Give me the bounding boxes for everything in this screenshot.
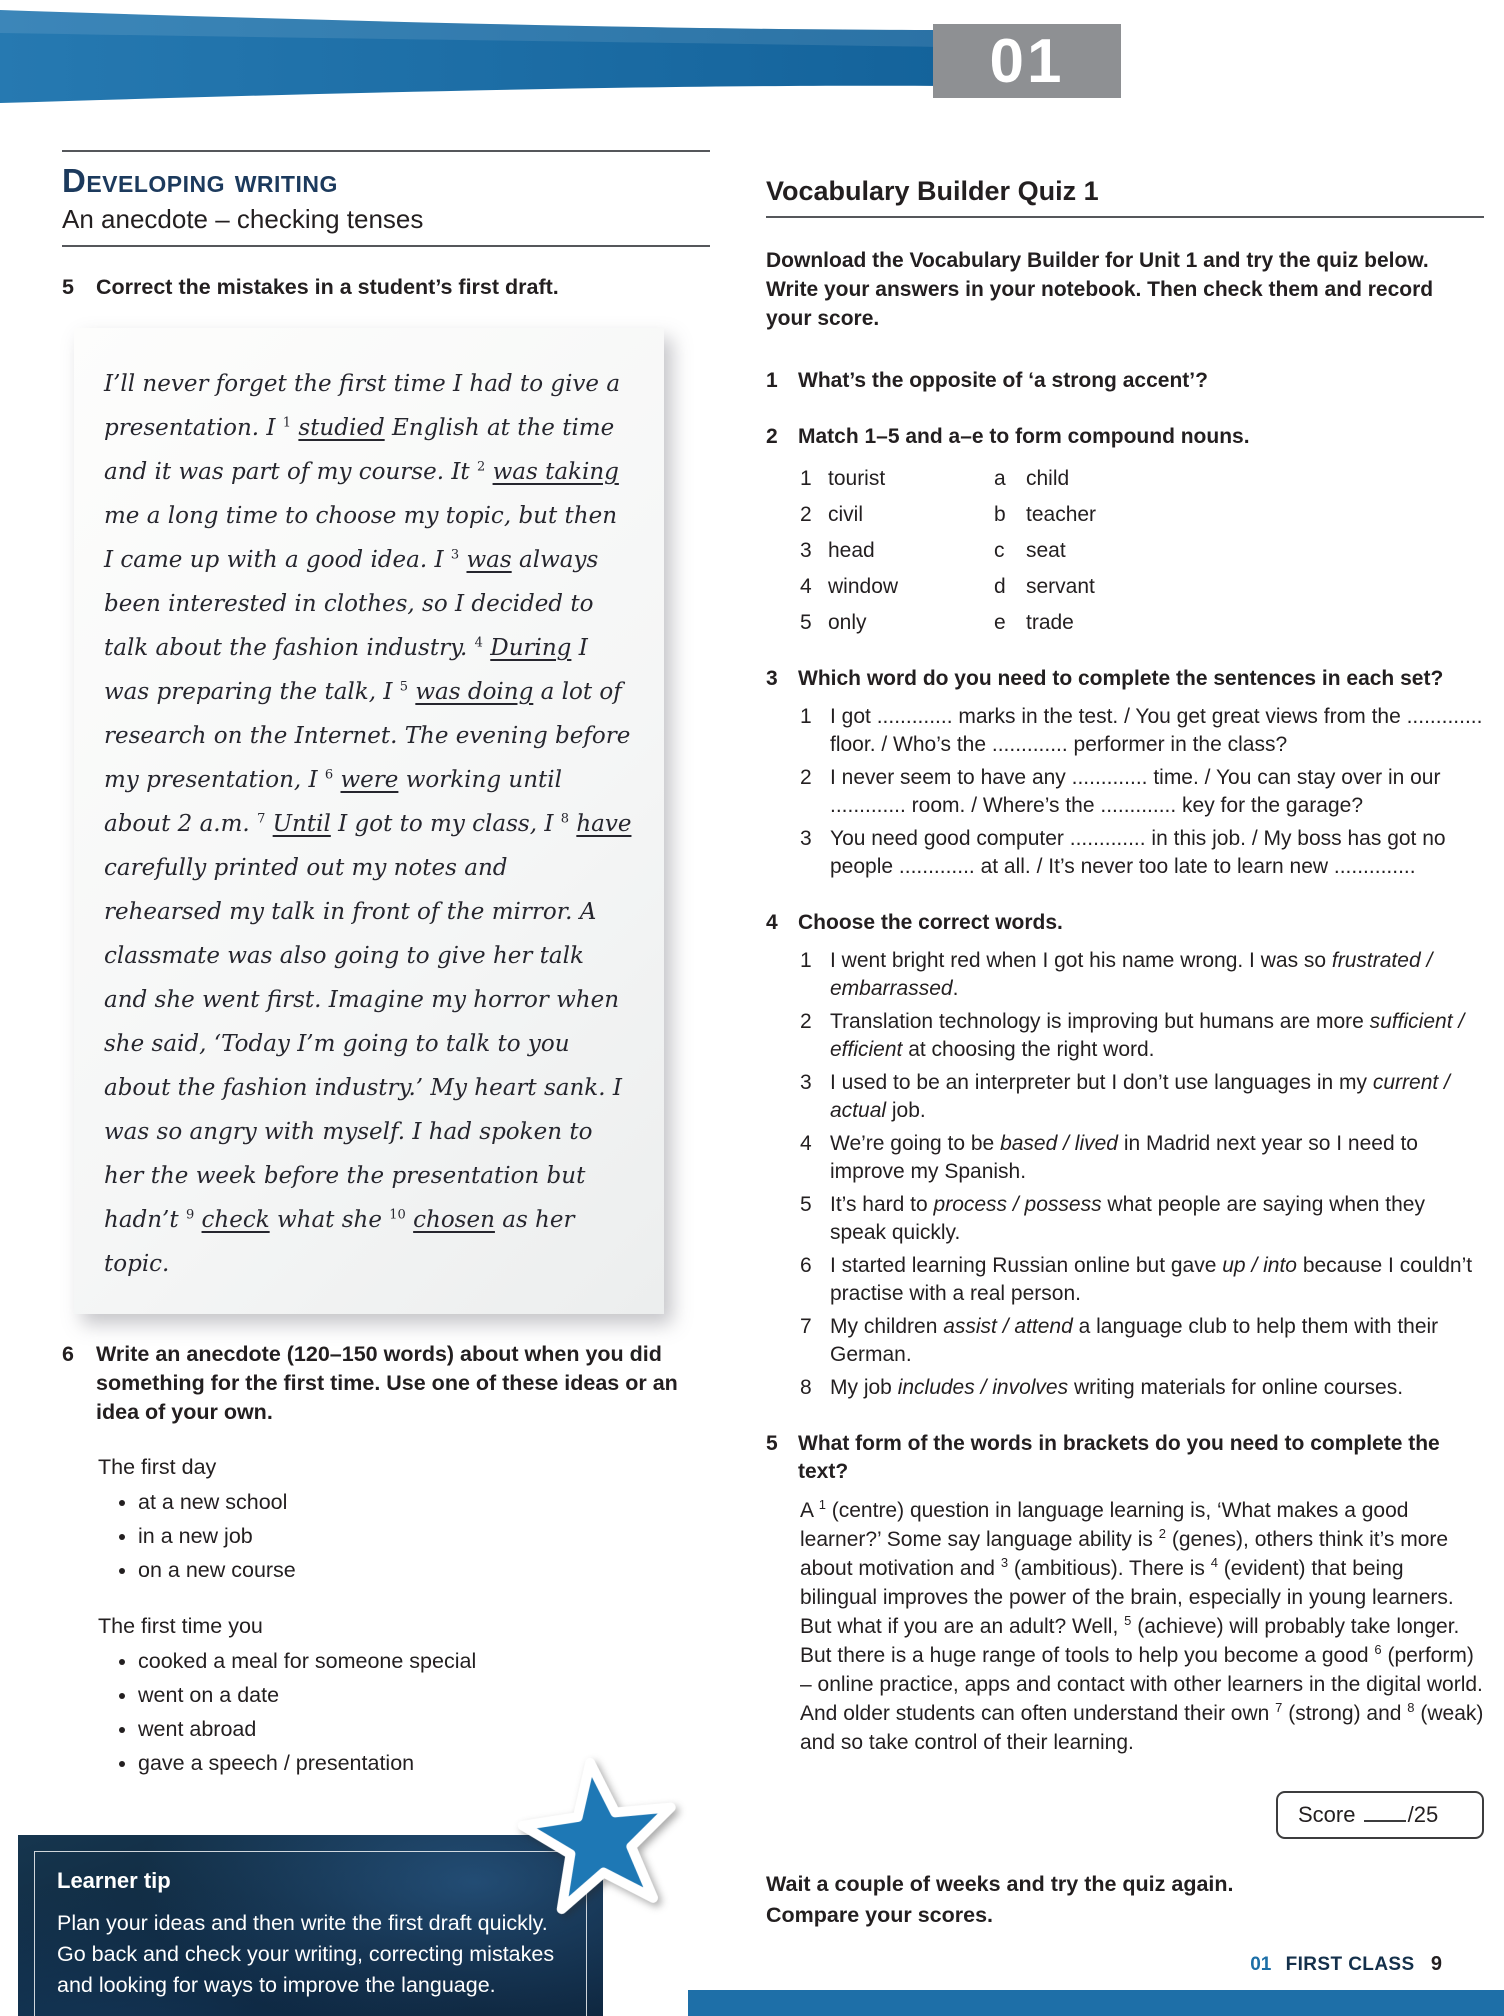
superscript-number: 5 bbox=[1124, 1613, 1132, 1628]
match-letter: e bbox=[994, 611, 1006, 634]
question-text: Which word do you need to complete the sentences in each set? bbox=[798, 667, 1444, 690]
question-text: What’s the opposite of ‘a strong accent’? bbox=[798, 369, 1208, 392]
question-3 bbox=[766, 665, 1484, 881]
underlined-word: During bbox=[490, 635, 572, 661]
text-run bbox=[265, 811, 272, 837]
item-text bbox=[830, 947, 1484, 1003]
idea-list-title-first-day: The first day bbox=[98, 1455, 217, 1479]
underlined-word: studied bbox=[298, 415, 385, 441]
text-run: a lot of research on the Internet. The evening before my presentation, I bbox=[104, 679, 631, 793]
word-choice-pair: process / possess bbox=[933, 1193, 1102, 1216]
underlined-word: was bbox=[466, 547, 512, 573]
bullet-item: • cooked a meal for someone special bbox=[138, 1645, 710, 1677]
question-text: Match 1–5 and a–e to form compound nouns. bbox=[798, 425, 1250, 448]
student-draft-text bbox=[74, 328, 664, 1314]
bullet-item: • went abroad bbox=[138, 1713, 710, 1745]
item-number: 6 bbox=[800, 1254, 812, 1277]
text-run: what people are saying when they speak quickly. bbox=[830, 1193, 1425, 1244]
word-choice-pair: assist / attend bbox=[943, 1315, 1073, 1338]
word-choice-list bbox=[800, 947, 1484, 1402]
underlined-word: check bbox=[201, 1207, 270, 1233]
text-run: (achieve) will probably take longer. But there is a huge range of tools to help you become a good bbox=[800, 1615, 1460, 1667]
match-number: 3 bbox=[800, 539, 812, 562]
exercise-instruction: Correct the mistakes in a student’s first draft. bbox=[96, 275, 559, 299]
section-top-rule bbox=[62, 150, 710, 152]
text-run: writing materials for online courses. bbox=[1068, 1376, 1404, 1399]
section-bottom-rule bbox=[62, 245, 710, 247]
match-word-left: window bbox=[828, 575, 899, 598]
word-choice-pair: sufficient / efficient bbox=[830, 1010, 1465, 1061]
text-run: A bbox=[800, 1499, 819, 1522]
superscript-number: 2 bbox=[476, 459, 486, 475]
superscript-number: 1 bbox=[282, 415, 292, 431]
match-word-left: tourist bbox=[828, 467, 886, 490]
match-word-right: servant bbox=[1026, 575, 1095, 598]
match-word-right: teacher bbox=[1026, 503, 1097, 526]
match-word-right: seat bbox=[1026, 539, 1066, 562]
bottom-blue-bar bbox=[688, 1990, 1504, 2016]
question-number: 2 bbox=[766, 425, 778, 448]
superscript-number: 1 bbox=[818, 1497, 826, 1512]
footer-unit-number: 01 bbox=[1250, 1954, 1272, 1975]
word-choice-item bbox=[800, 1252, 1484, 1308]
question-1-heading bbox=[766, 367, 1484, 395]
question-1 bbox=[766, 367, 1484, 395]
learner-tip-box bbox=[18, 1835, 603, 2016]
match-word-left: only bbox=[828, 611, 867, 634]
section-subtitle: An anecdote – checking tenses bbox=[62, 204, 424, 234]
sentence-set-item bbox=[800, 703, 1484, 759]
text-run: Translation technology is improving but humans are more bbox=[830, 1010, 1370, 1033]
question-text: Choose the correct words. bbox=[798, 911, 1063, 934]
match-letter: a bbox=[994, 467, 1006, 490]
text-run: My children bbox=[830, 1315, 944, 1338]
text-run bbox=[485, 459, 492, 485]
score-blank-line bbox=[1364, 1820, 1406, 1822]
text-run: . bbox=[952, 977, 959, 1000]
superscript-number: 7 bbox=[1275, 1700, 1283, 1715]
text-run bbox=[333, 767, 340, 793]
superscript-number: 4 bbox=[474, 635, 483, 651]
word-choice-item bbox=[800, 947, 1484, 1003]
text-run: (genes), others think it’s more about motivation and bbox=[800, 1528, 1449, 1580]
word-choice-pair: includes / involves bbox=[897, 1376, 1069, 1399]
exercise-number: 5 bbox=[62, 275, 74, 299]
sentence-set-item bbox=[800, 764, 1484, 820]
match-word-right: child bbox=[1026, 467, 1070, 490]
outro-line-2: Compare your scores. bbox=[766, 1903, 994, 1927]
question-text: What form of the words in brackets do you need to complete the text? bbox=[798, 1432, 1440, 1483]
superscript-number: 7 bbox=[257, 811, 266, 827]
idea-list-title-first-time: The first time you bbox=[98, 1614, 263, 1638]
question-5-heading bbox=[766, 1430, 1484, 1486]
idea-list-first-day bbox=[110, 1486, 710, 1586]
text-run bbox=[194, 1207, 201, 1233]
right-column bbox=[766, 176, 1484, 1953]
text-run: what she bbox=[269, 1207, 390, 1233]
match-word-right: trade bbox=[1026, 611, 1074, 634]
item-number: 1 bbox=[800, 705, 812, 728]
text-run: because I couldn’t practise with a real person. bbox=[830, 1254, 1473, 1305]
question-3-heading bbox=[766, 665, 1484, 693]
score-row bbox=[766, 1791, 1484, 1839]
match-word-left: civil bbox=[828, 503, 863, 526]
word-choice-pair: based / lived bbox=[1000, 1132, 1118, 1155]
underlined-word: chosen bbox=[413, 1207, 495, 1233]
match-number: 1 bbox=[800, 467, 812, 490]
superscript-number: 3 bbox=[1000, 1555, 1009, 1570]
word-choice-item bbox=[800, 1069, 1484, 1125]
superscript-number: 6 bbox=[1374, 1642, 1382, 1657]
item-text bbox=[830, 1374, 1484, 1402]
bullet-item: • gave a speech / presentation bbox=[138, 1747, 710, 1779]
question-number: 5 bbox=[766, 1432, 778, 1455]
unit-number-badge bbox=[933, 24, 1121, 98]
learner-tip-title: Learner tip bbox=[57, 1868, 171, 1893]
text-run: (strong) and bbox=[1282, 1702, 1408, 1725]
text-run: I was preparing the talk, I bbox=[104, 635, 588, 705]
text-run: at choosing the right word. bbox=[902, 1038, 1155, 1061]
text-run: in Madrid next year so I need to improve my Spanish. bbox=[830, 1132, 1418, 1183]
quiz-intro: Download the Vocabulary Builder for Unit 1 and try the quiz below. Write your answers in your notebook. Then check them and record your score. bbox=[766, 249, 1434, 330]
match-number: 5 bbox=[800, 611, 812, 634]
item-text bbox=[830, 1069, 1484, 1125]
text-run: I got to my class, I bbox=[330, 811, 561, 837]
bullet-item: • went on a date bbox=[138, 1679, 710, 1711]
outro-line-1: Wait a couple of weeks and try the quiz again. bbox=[766, 1872, 1234, 1896]
sentence-set-item bbox=[800, 825, 1484, 881]
gap-fill-text bbox=[800, 1496, 1484, 1757]
superscript-number: 10 bbox=[389, 1207, 406, 1223]
word-choice-pair: frustrated / embarrassed bbox=[830, 949, 1433, 1000]
question-5 bbox=[766, 1430, 1484, 1757]
word-choice-pair: current / actual bbox=[830, 1071, 1450, 1122]
item-text: I never seem to have any ............. time. / You can stay over in our ............. room. / Where’s the ............. key for the garage? bbox=[830, 766, 1441, 817]
item-number: 5 bbox=[800, 1193, 812, 1216]
match-word-left: head bbox=[828, 539, 875, 562]
score-box bbox=[1276, 1791, 1484, 1839]
footer-brand: FIRST CLASS bbox=[1285, 1954, 1415, 1975]
item-number: 2 bbox=[800, 766, 812, 789]
exercise-instruction: Write an anecdote (120–150 words) about when you did something for the first time. Use one of these ideas or an idea of your own. bbox=[96, 1342, 678, 1424]
item-number: 7 bbox=[800, 1315, 812, 1338]
bullet-item: • at a new school bbox=[138, 1486, 710, 1518]
exercise-6-heading bbox=[62, 1340, 710, 1427]
unit-number: 01 bbox=[989, 26, 1065, 96]
question-2 bbox=[766, 423, 1484, 637]
item-number: 2 bbox=[800, 1010, 812, 1033]
text-run: me a long time to choose my topic, but then I came up with a good idea. I bbox=[104, 503, 618, 573]
bullet-item: • on a new course bbox=[138, 1554, 710, 1586]
score-total: /25 bbox=[1407, 1802, 1439, 1827]
superscript-number: 6 bbox=[324, 767, 334, 783]
word-choice-item bbox=[800, 1191, 1484, 1247]
text-run: a language club to help them with their German. bbox=[830, 1315, 1439, 1366]
text-run: (weak) and so take control of their learning. bbox=[800, 1702, 1484, 1754]
footer-page-number: 9 bbox=[1430, 1953, 1442, 1975]
superscript-number: 8 bbox=[560, 811, 570, 827]
item-text: You need good computer ............. in this job. / My boss has got no people ............. at all. / It’s never too late to learn new .............. bbox=[830, 827, 1446, 878]
match-number: 4 bbox=[800, 575, 812, 598]
learner-tip-inner-frame bbox=[34, 1851, 587, 2016]
star-icon bbox=[505, 1741, 692, 1928]
text-run: It’s hard to bbox=[830, 1193, 934, 1216]
item-number: 8 bbox=[800, 1376, 812, 1399]
text-run: carefully printed out my notes and rehearsed my talk in front of the mirror. A classmate was also going to give her talk and she went first. Imagine my horror when she said, ‘Today I’m going to talk to you about the fashion industry.’ My heart sank. I was so angry with myself. I had spoken to her the week before the presentation but hadn’t bbox=[104, 855, 622, 1233]
superscript-number: 9 bbox=[185, 1207, 195, 1223]
word-choice-item bbox=[800, 1313, 1484, 1369]
score-label: Score bbox=[1298, 1802, 1356, 1827]
superscript-number: 2 bbox=[1158, 1526, 1166, 1541]
bullet-item: • in a new job bbox=[138, 1520, 710, 1552]
item-number: 4 bbox=[800, 1132, 812, 1155]
text-run: (evident) that being bilingual improves the power of the brain, especially in young learners. But what if you are an adult? Well, bbox=[800, 1557, 1454, 1638]
text-run: as her topic. bbox=[104, 1207, 575, 1277]
word-choice-pair: up / into bbox=[1222, 1254, 1297, 1277]
underlined-word: have bbox=[576, 811, 632, 837]
question-4 bbox=[766, 909, 1484, 1402]
text-run: always been interested in clothes, so I decided to talk about the fashion industry. bbox=[104, 547, 599, 661]
match-letter: d bbox=[994, 575, 1006, 598]
item-number: 3 bbox=[800, 1071, 812, 1094]
superscript-number: 4 bbox=[1210, 1555, 1218, 1570]
header-swoosh-graphic bbox=[0, 0, 1504, 130]
underlined-word: Until bbox=[272, 811, 331, 837]
item-number: 1 bbox=[800, 949, 812, 972]
word-choice-item bbox=[800, 1374, 1484, 1402]
item-text bbox=[830, 1008, 1484, 1064]
text-run: (perform) – online practice, apps and contact with other learners in the digital world. And older students can often understand their own bbox=[800, 1644, 1483, 1725]
item-text bbox=[830, 1130, 1484, 1186]
text-run: I went bright red when I got his name wrong. I was so bbox=[830, 949, 1332, 972]
item-text bbox=[830, 1252, 1484, 1308]
text-run: job. bbox=[886, 1099, 926, 1122]
superscript-number: 5 bbox=[399, 679, 409, 695]
underlined-word: was doing bbox=[415, 679, 534, 705]
exercise-number: 6 bbox=[62, 1342, 74, 1366]
superscript-number: 8 bbox=[1407, 1700, 1415, 1715]
item-number: 3 bbox=[800, 827, 812, 850]
match-number: 2 bbox=[800, 503, 812, 526]
sentence-sets-list bbox=[800, 703, 1484, 881]
quiz-outro bbox=[766, 1869, 1484, 1931]
text-run: working until about 2 a.m. bbox=[104, 767, 562, 837]
section-title: Developing writing bbox=[62, 162, 338, 199]
question-4-heading bbox=[766, 909, 1484, 937]
match-letter: c bbox=[994, 539, 1005, 562]
text-run: (centre) question in language learning is, ‘What makes a good learner?’ Some say language ability is bbox=[800, 1499, 1409, 1551]
item-text bbox=[830, 1191, 1484, 1247]
underlined-word: were bbox=[340, 767, 399, 793]
question-2-heading bbox=[766, 423, 1484, 451]
underlined-word: was taking bbox=[492, 459, 619, 485]
question-number: 3 bbox=[766, 667, 778, 690]
superscript-number: 3 bbox=[450, 547, 460, 563]
text-run: I used to be an interpreter but I don’t use languages in my bbox=[830, 1071, 1373, 1094]
word-choice-item bbox=[800, 1008, 1484, 1064]
text-run: (ambitious). There is bbox=[1008, 1557, 1211, 1580]
page-footer bbox=[1250, 1953, 1442, 1976]
item-text bbox=[830, 1313, 1484, 1369]
left-column bbox=[57, 150, 710, 2016]
quiz-title: Vocabulary Builder Quiz 1 bbox=[766, 176, 1484, 218]
text-run: I’ll never forget the first time I had to give a presentation. I bbox=[104, 371, 621, 441]
question-number: 4 bbox=[766, 911, 778, 934]
word-choice-item bbox=[800, 1130, 1484, 1186]
matching-exercise-grid bbox=[800, 465, 1484, 637]
text-run: We’re going to be bbox=[830, 1132, 1001, 1155]
item-text: I got ............. marks in the test. / You get great views from the ............. floor. / Who’s the ............. performer in the class? bbox=[830, 705, 1483, 756]
match-letter: b bbox=[994, 503, 1006, 526]
text-run: English at the time and it was part of my course. It bbox=[104, 415, 615, 485]
text-run: My job bbox=[830, 1376, 898, 1399]
question-number: 1 bbox=[766, 369, 778, 392]
exercise-5-heading bbox=[62, 273, 710, 302]
text-run: I started learning Russian online but gave bbox=[830, 1254, 1223, 1277]
learner-tip-body: Plan your ideas and then write the first draft quickly. Go back and check your writing, correcting mistakes and looking for ways to improve the language. bbox=[57, 1911, 555, 1997]
